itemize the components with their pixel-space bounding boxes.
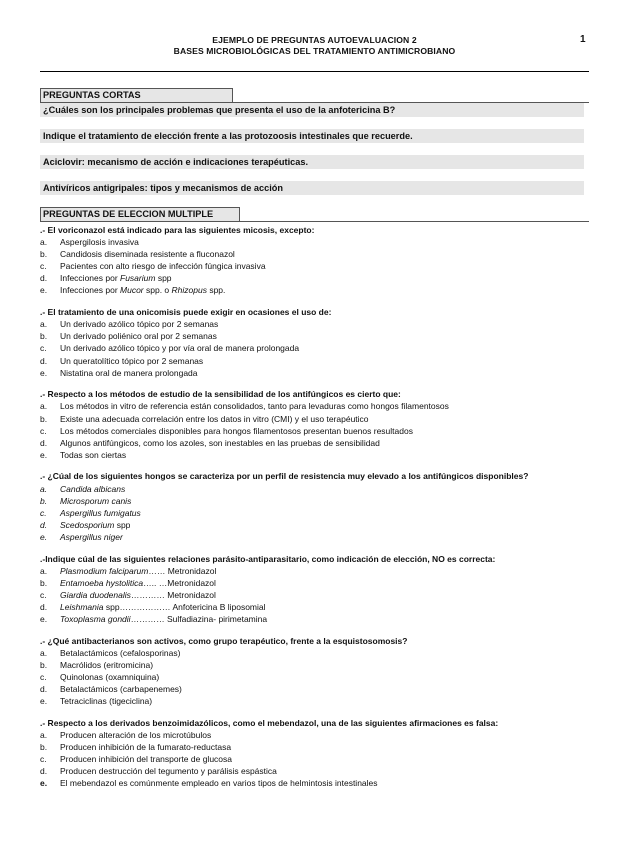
option-b: b. Un derivado poliénico oral por 2 semanas: [40, 331, 217, 342]
option-b: b. Entamoeba hystolitica….. …Metronidazol: [40, 577, 216, 588]
mc-question-1: [40, 224, 585, 297]
question-stem: .- ¿Qué antibacterianos son activos, como grupo terapéutico, frente a la esquistosomosis?: [40, 635, 408, 646]
mc-question-2: [40, 306, 585, 379]
section-label-multiple-choice: PREGUNTAS DE ELECCION MULTIPLE: [40, 207, 240, 222]
option-e: e. Tetraciclinas (tigeciclina): [40, 696, 153, 707]
mc-question-4: [40, 470, 585, 543]
option-c: c. Un derivado azólico tópico y por vía oral de manera prolongada: [40, 343, 300, 354]
option-d: d. Betalactámicos (carbapenemes): [40, 684, 182, 695]
option-e: e. Toxoplasma gondii………… Sulfadiazina- pirimetamina: [40, 614, 268, 625]
option-b: b. Existe una adecuada correlación entre los datos in vitro (CMI) y el uso terapéutico: [40, 413, 369, 424]
question-stem: .- ¿Cúal de los siguientes hongos se caracteriza por un perfil de resistencia muy elevado a los antifúngicos disponibles?: [40, 471, 529, 482]
multiple-choice-section-header: [40, 207, 585, 222]
option-d: d. Scedosporium spp: [40, 519, 131, 530]
option-d: d. Algunos antifúngicos, como los azoles, son inestables en las pruebas de sensibilidad: [40, 437, 380, 448]
option-b: b. Producen inhibición de la fumarato-reductasa: [40, 742, 232, 753]
document-body: [40, 88, 585, 799]
question-stem: .- El voriconazol está indicado para las siguientes micosis, excepto:: [40, 225, 315, 235]
mc-question-3: [40, 388, 585, 461]
section-rule: [40, 221, 589, 222]
option-b: b. Macrólidos (eritromicina): [40, 659, 154, 670]
option-a: a. Plasmodium falciparum…… Metronidazol: [40, 565, 217, 576]
section-rule: [40, 102, 589, 103]
option-d: d. Leishmania spp……………… Anfotericina B liposomial: [40, 602, 266, 612]
option-c: c. Quinolonas (oxamniquina): [40, 672, 160, 683]
document-title-line-1: EJEMPLO DE PREGUNTAS AUTOEVALUACION 2: [212, 35, 417, 45]
short-question-1: ¿Cuáles son los principales problemas que presenta el uso de la anfotericina B?: [40, 103, 584, 117]
option-e: e. Nistatina oral de manera prolongada: [40, 367, 198, 378]
option-e: e. Infecciones por Mucor spp. o Rhizopus spp.: [40, 285, 226, 296]
header-rule: [40, 71, 589, 72]
short-question-2: Indique el tratamiento de elección frente a las protozoosis intestinales que recuerde.: [40, 129, 584, 143]
option-a: a. Los métodos in vitro de referencia están consolidados, tanto para levaduras como hongos filamentosos: [40, 401, 449, 412]
short-question-4: Antivíricos antigripales: tipos y mecanismos de acción: [40, 181, 584, 195]
option-e: e. El mebendazol es comúnmente empleado en varios tipos de helmintosis intestinales: [40, 778, 378, 789]
question-stem: .-Indique cúal de las siguientes relaciones parásito-antiparasitario, como indicación de elección, NO es correcta:: [40, 553, 496, 564]
question-stem: .- Respecto a los métodos de estudio de la sensibilidad de los antifúngicos es cierto que:: [40, 389, 401, 400]
option-c: c. Aspergillus fumigatus: [40, 507, 141, 518]
option-e: e. Todas son ciertas: [40, 449, 127, 460]
mc-question-7: [40, 717, 585, 790]
option-b: b. Candidosis diseminada resistente a fluconazol: [40, 249, 235, 260]
option-d: d. Un queratolítico tópico por 2 semanas: [40, 355, 204, 366]
option-a: a. Producen alteración de los microtúbulos: [40, 730, 212, 741]
question-stem: .- El tratamiento de una onicomisis puede exigir en ocasiones el uso de:: [40, 307, 332, 318]
section-label-short: PREGUNTAS CORTAS: [40, 88, 233, 103]
option-c: c. Pacientes con alto riesgo de infección fúngica invasiva: [40, 261, 266, 272]
option-a: a. Aspergilosis invasiva: [40, 237, 139, 248]
mc-question-5: [40, 553, 585, 626]
option-a: a. Un derivado azólico tópico por 2 semanas: [40, 319, 219, 330]
option-b: b. Microsporum canis: [40, 495, 132, 506]
option-c: c. Giardia duodenalis………… Metronidazol: [40, 589, 216, 600]
option-c: c. Los métodos comerciales disponibles para hongos filamentosos presentan buenos resultados: [40, 425, 413, 436]
short-questions-section-header: [40, 88, 585, 103]
short-question-3: Aciclovir: mecanismo de acción e indicaciones terapéuticas.: [40, 155, 584, 169]
option-d: d. Infecciones por Fusarium spp: [40, 273, 172, 284]
option-a: a. Betalactámicos (cefalosporinas): [40, 647, 181, 658]
option-c: c. Producen inhibición del transporte de glucosa: [40, 754, 233, 765]
question-stem: .- Respecto a los derivados benzoimidazólicos, como el mebendazol, una de las siguientes afirmaciones es falsa:: [40, 717, 499, 728]
document-title-line-2: BASES MICROBIOLÓGICAS DEL TRATAMIENTO ANTIMICROBIANO: [173, 46, 456, 56]
mc-question-6: [40, 635, 585, 708]
page-number: 1: [580, 34, 586, 45]
option-e: e. Aspergillus niger: [40, 531, 123, 542]
option-d: d. Producen destrucción del tegumento y parálisis espástica: [40, 766, 277, 777]
option-a: a. Candida albicans: [40, 483, 126, 494]
